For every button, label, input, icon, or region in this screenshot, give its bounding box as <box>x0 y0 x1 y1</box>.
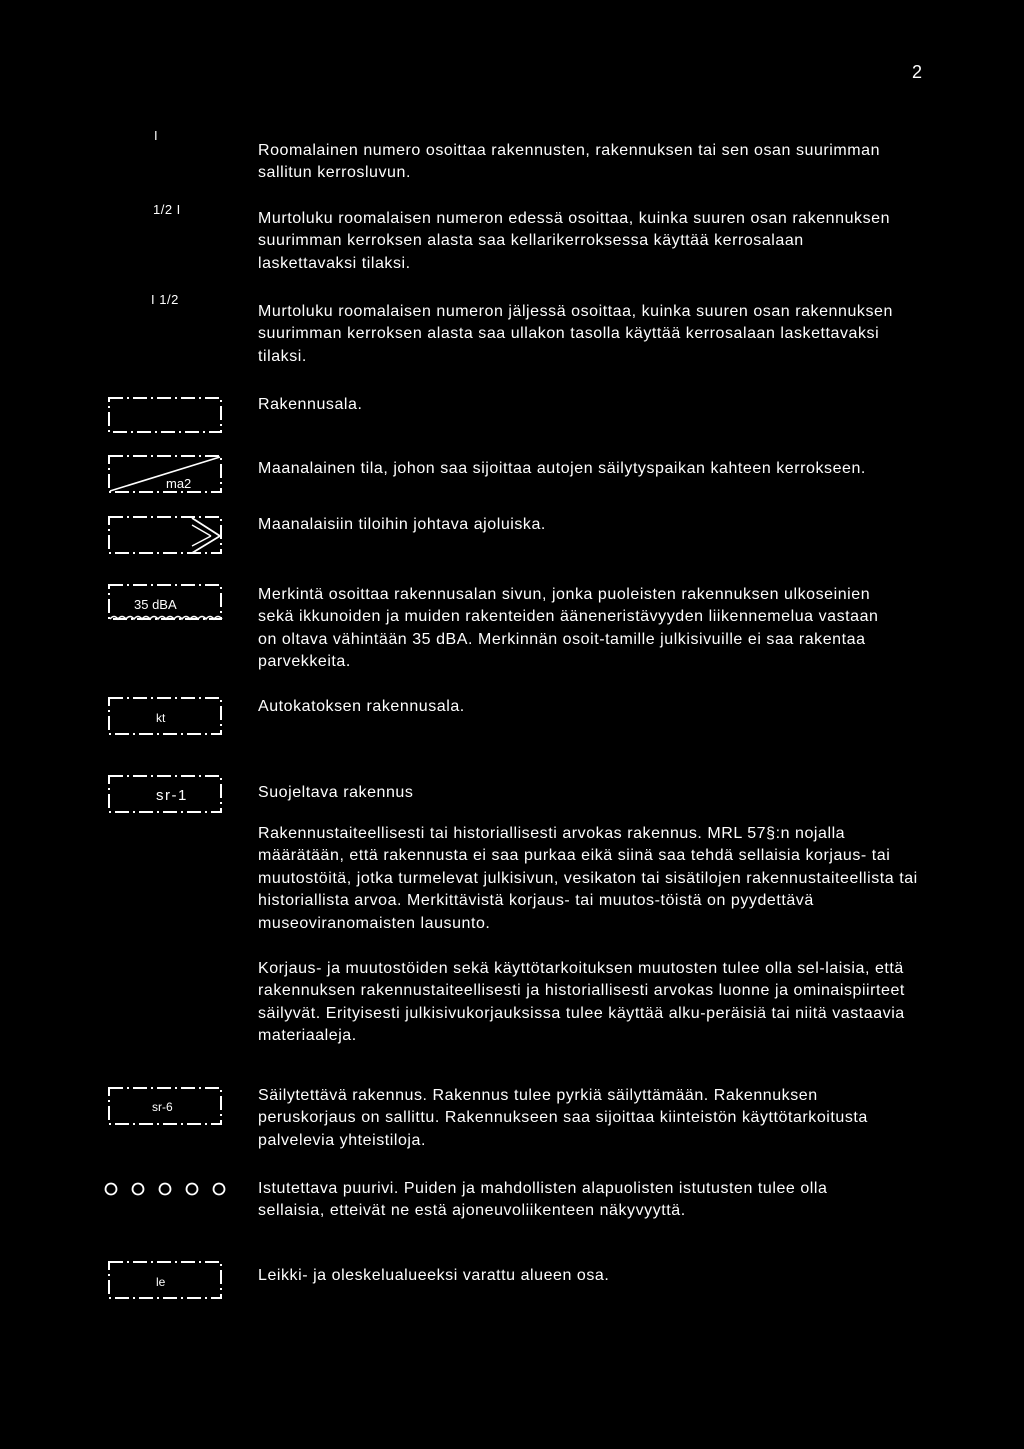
legend-text-roman <box>258 140 898 185</box>
legend-text-kt <box>258 696 898 718</box>
legend-text-sr1 <box>258 782 898 804</box>
legend-text-sr1-detail-2 <box>258 958 920 1048</box>
legend-text-fraction-after <box>258 301 898 368</box>
tree-circle <box>160 1184 171 1195</box>
tree-row-symbol <box>104 1180 228 1200</box>
building-area-symbol <box>108 397 224 435</box>
legend-text-fraction-before <box>258 208 898 275</box>
play-area-symbol <box>108 1261 224 1301</box>
tree-circle <box>106 1184 117 1195</box>
legend-text-le <box>258 1265 898 1287</box>
symbol-roman: I <box>154 128 159 143</box>
legend-text-sr1-detail-1 <box>258 823 920 935</box>
legend-text: Autokatoksen rakennusala. <box>258 698 465 715</box>
symbol-fraction-before: 1/2 I <box>153 202 181 217</box>
legend-text-sr6 <box>258 1085 878 1152</box>
sr1-label: sr-1 <box>156 787 188 804</box>
legend-text: Korjaus- ja muutostöiden sekä käyttötarkoituksen muutosten tulee olla sel-laisia, että rakennuksen rakennustaiteellisesti ja historiallisesti arvokas luonne ja ominaispiirteet säilyvät. Erityisesti julkisivukorjauksissa tulee käyttää alku-peräisiä tai niitä vastaavia materiaaleja. <box>258 960 905 1045</box>
legend-text: Rakennustaiteellisesti tai historiallisesti arvokas rakennus. MRL 57§:n nojalla määrätään, että rakennusta ei saa purkaa eikä siinä saa tehdä sellaisia korjaus- tai muutostöitä, jotka turmelevat julkisivun, vesikaton tai sisätilojen rakennustaiteellista tai historiallista arvoa. Merkittävistä korjaus- tai muutos-töistä on pyydettävä museoviranomaisten lausunto. <box>258 825 918 932</box>
sr6-label: sr-6 <box>152 1100 173 1114</box>
legend-text-dba <box>258 584 898 674</box>
legend-text: Maanalainen tila, johon saa sijoittaa autojen säilytyspaikan kahteen kerrokseen. <box>258 460 866 477</box>
legend-text: Rakennusala. <box>258 396 363 413</box>
carport-area-symbol <box>108 697 224 737</box>
legend-text-ma2 <box>258 458 898 480</box>
noise-insulation-symbol <box>108 584 224 624</box>
tree-circle <box>214 1184 225 1195</box>
legend-text: Murtoluku roomalaisen numeron jäljessä osoittaa, kuinka suuren osan rakennuksen suurimman kerroksen alasta saa ullakon tasolla käyttää kerrosalaan laskettavaksi tilaksi. <box>258 303 893 365</box>
ma2-label: ma2 <box>166 476 192 491</box>
tree-circle <box>133 1184 144 1195</box>
page-number: 2 <box>912 62 923 82</box>
driveway-ramp-symbol <box>108 516 224 556</box>
preserved-building-symbol <box>108 1087 224 1127</box>
legend-text: Leikki- ja oleskelualueeksi varattu alueen osa. <box>258 1267 610 1284</box>
legend-text: Merkintä osoittaa rakennusalan sivun, jonka puoleisten rakennuksen ulkoseinien sekä ikkunoiden ja muiden rakenteiden ääneneristävyyden liikennemelua vastaan on oltava vähintään 35 dBA. Merkinnän osoit-tamille julkisivuille ei saa rakentaa parvekkeita. <box>258 586 879 671</box>
le-label: le <box>156 1275 166 1289</box>
legend-text: Suojeltava rakennus <box>258 784 414 801</box>
legend-text: Murtoluku roomalaisen numeron edessä osoittaa, kuinka suuren osan rakennuksen suurimman kerroksen alasta saa kellarikerroksessa käyttää kerrosalaan laskettavaksi tilaksi. <box>258 210 891 272</box>
legend-text: Säilytettävä rakennus. Rakennus tulee pyrkiä säilyttämään. Rakennuksen peruskorjaus on sallittu. Rakennukseen saa sijoittaa kiinteistön käyttötarkoitusta palvelevia yhteistiloja. <box>258 1087 868 1149</box>
legend-text: Maanalaisiin tiloihin johtava ajoluiska. <box>258 516 546 533</box>
legend-text-puurivi <box>258 1178 878 1223</box>
dba-label: 35 dBA <box>134 597 177 612</box>
legend-text: Istutettava puurivi. Puiden ja mahdollisten alapuolisten istutusten tulee olla sellaisia, etteivät ne estä ajoneuvoliikenteen näkyvyyttä. <box>258 1180 828 1220</box>
legend-text: Roomalainen numero osoittaa rakennusten, rakennuksen tai sen osan suurimman sallitun kerrosluvun. <box>258 142 881 182</box>
tree-circle <box>187 1184 198 1195</box>
symbol-fraction-after: I 1/2 <box>151 292 179 307</box>
protected-building-symbol <box>108 775 224 815</box>
kt-label: kt <box>156 711 166 725</box>
legend-text-rakennusala <box>258 394 898 416</box>
legend-text-ajoluiska <box>258 514 898 536</box>
underground-space-symbol <box>108 455 224 495</box>
